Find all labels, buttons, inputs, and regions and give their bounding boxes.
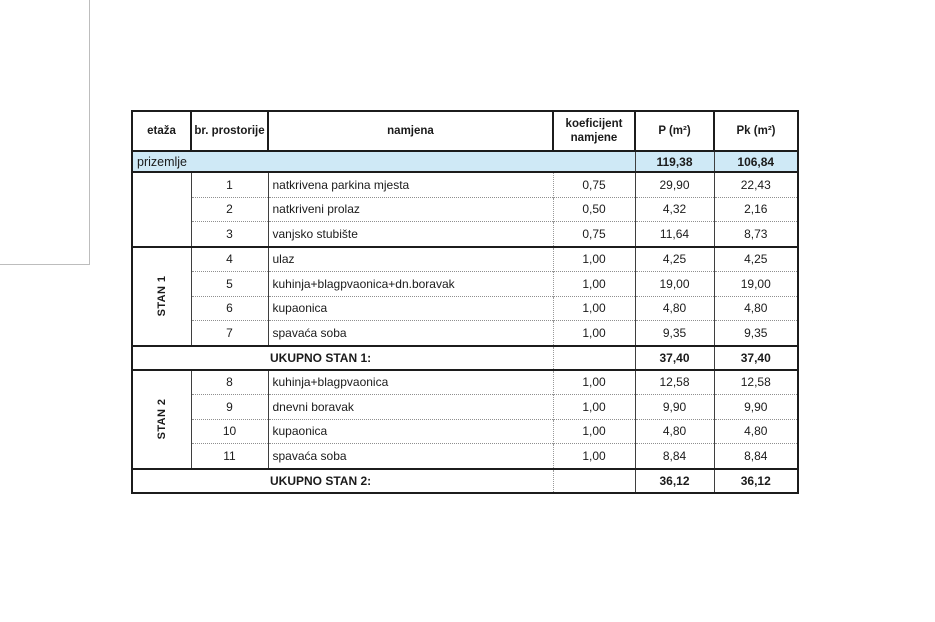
header-p: P (m²)	[635, 111, 714, 151]
cell-koef: 1,00	[553, 272, 635, 297]
cell-koef: 1,00	[553, 395, 635, 420]
cell-namjena: natkrivena parkina mjesta	[268, 172, 553, 197]
cell-pk: 4,80	[714, 419, 798, 444]
cell-p: 9,35	[635, 321, 714, 346]
floor-summary-row	[132, 151, 798, 172]
cell-br: 10	[191, 419, 268, 444]
cell-namjena: ulaz	[268, 247, 553, 272]
cell-br: 3	[191, 222, 268, 247]
total-row-stan2	[132, 469, 798, 493]
total-koef-empty	[553, 346, 635, 370]
header-pk: Pk (m²)	[714, 111, 798, 151]
cell-pk: 19,00	[714, 272, 798, 297]
table-row	[132, 222, 798, 247]
cell-namjena: dnevni boravak	[268, 395, 553, 420]
cell-namjena: spavaća soba	[268, 321, 553, 346]
cell-namjena: kupaonica	[268, 419, 553, 444]
header-koeficijent	[553, 111, 635, 151]
group-label-stan1: STAN 1	[155, 275, 168, 317]
cell-p: 11,64	[635, 222, 714, 247]
table-row	[132, 395, 798, 420]
cell-p: 9,90	[635, 395, 714, 420]
cell-namjena: natkriveni prolaz	[268, 197, 553, 222]
total-koef-empty	[553, 469, 635, 493]
cell-namjena: vanjsko stubište	[268, 222, 553, 247]
table-row	[132, 296, 798, 321]
cell-koef: 1,00	[553, 444, 635, 469]
group-cell-stan2	[132, 370, 191, 469]
cell-pk: 8,73	[714, 222, 798, 247]
cell-br: 1	[191, 172, 268, 197]
total-p-stan2: 36,12	[635, 469, 714, 493]
cell-br: 11	[191, 444, 268, 469]
header-row	[132, 111, 798, 151]
cell-br: 9	[191, 395, 268, 420]
group-label-stan2: STAN 2	[155, 398, 168, 440]
cell-koef: 1,00	[553, 321, 635, 346]
total-row-stan1	[132, 346, 798, 370]
cell-p: 4,80	[635, 419, 714, 444]
cell-p: 8,84	[635, 444, 714, 469]
cell-p: 29,90	[635, 172, 714, 197]
cell-br: 5	[191, 272, 268, 297]
total-p-stan1: 37,40	[635, 346, 714, 370]
group-cell-stan1	[132, 247, 191, 346]
cell-pk: 8,84	[714, 444, 798, 469]
cell-p: 4,32	[635, 197, 714, 222]
table-row	[132, 247, 798, 272]
cell-br: 2	[191, 197, 268, 222]
cell-namjena: kuhinja+blagpvaonica	[268, 370, 553, 395]
cell-p: 4,25	[635, 247, 714, 272]
total-pk-stan2: 36,12	[714, 469, 798, 493]
cell-br: 6	[191, 296, 268, 321]
cell-koef: 0,75	[553, 222, 635, 247]
header-koeficijent-line1: koeficijent	[565, 117, 623, 130]
cell-pk: 9,35	[714, 321, 798, 346]
cell-pk: 4,80	[714, 296, 798, 321]
cell-pk: 9,90	[714, 395, 798, 420]
floor-area-table	[131, 110, 799, 494]
cell-namjena: kuhinja+blagpvaonica+dn.boravak	[268, 272, 553, 297]
cell-namjena: spavaća soba	[268, 444, 553, 469]
floor-p-value: 119,38	[635, 151, 714, 172]
floor-pk-value: 106,84	[714, 151, 798, 172]
cell-pk: 12,58	[714, 370, 798, 395]
cell-koef: 0,50	[553, 197, 635, 222]
total-label-stan2: UKUPNO STAN 2:	[132, 469, 553, 493]
cell-koef: 0,75	[553, 172, 635, 197]
cell-p: 12,58	[635, 370, 714, 395]
floor-label: prizemlje	[132, 151, 635, 172]
header-koeficijent-line2: namjene	[570, 132, 618, 144]
cell-koef: 1,00	[553, 370, 635, 395]
cell-koef: 1,00	[553, 419, 635, 444]
cell-koef: 1,00	[553, 247, 635, 272]
table-row	[132, 197, 798, 222]
cell-p: 19,00	[635, 272, 714, 297]
page-frame-artifact	[0, 0, 90, 265]
table-row	[132, 419, 798, 444]
table-row	[132, 444, 798, 469]
table-row	[132, 370, 798, 395]
table-row	[132, 172, 798, 197]
header-etaza: etaža	[132, 111, 191, 151]
table-row	[132, 321, 798, 346]
header-br-prostorije: br. prostorije	[191, 111, 268, 151]
cell-pk: 2,16	[714, 197, 798, 222]
header-namjena: namjena	[268, 111, 553, 151]
group-cell-prizemlje	[132, 172, 191, 247]
cell-br: 4	[191, 247, 268, 272]
cell-br: 7	[191, 321, 268, 346]
cell-pk: 4,25	[714, 247, 798, 272]
total-label-stan1: UKUPNO STAN 1:	[132, 346, 553, 370]
cell-koef: 1,00	[553, 296, 635, 321]
cell-namjena: kupaonica	[268, 296, 553, 321]
total-pk-stan1: 37,40	[714, 346, 798, 370]
table-row	[132, 272, 798, 297]
cell-p: 4,80	[635, 296, 714, 321]
cell-br: 8	[191, 370, 268, 395]
cell-pk: 22,43	[714, 172, 798, 197]
